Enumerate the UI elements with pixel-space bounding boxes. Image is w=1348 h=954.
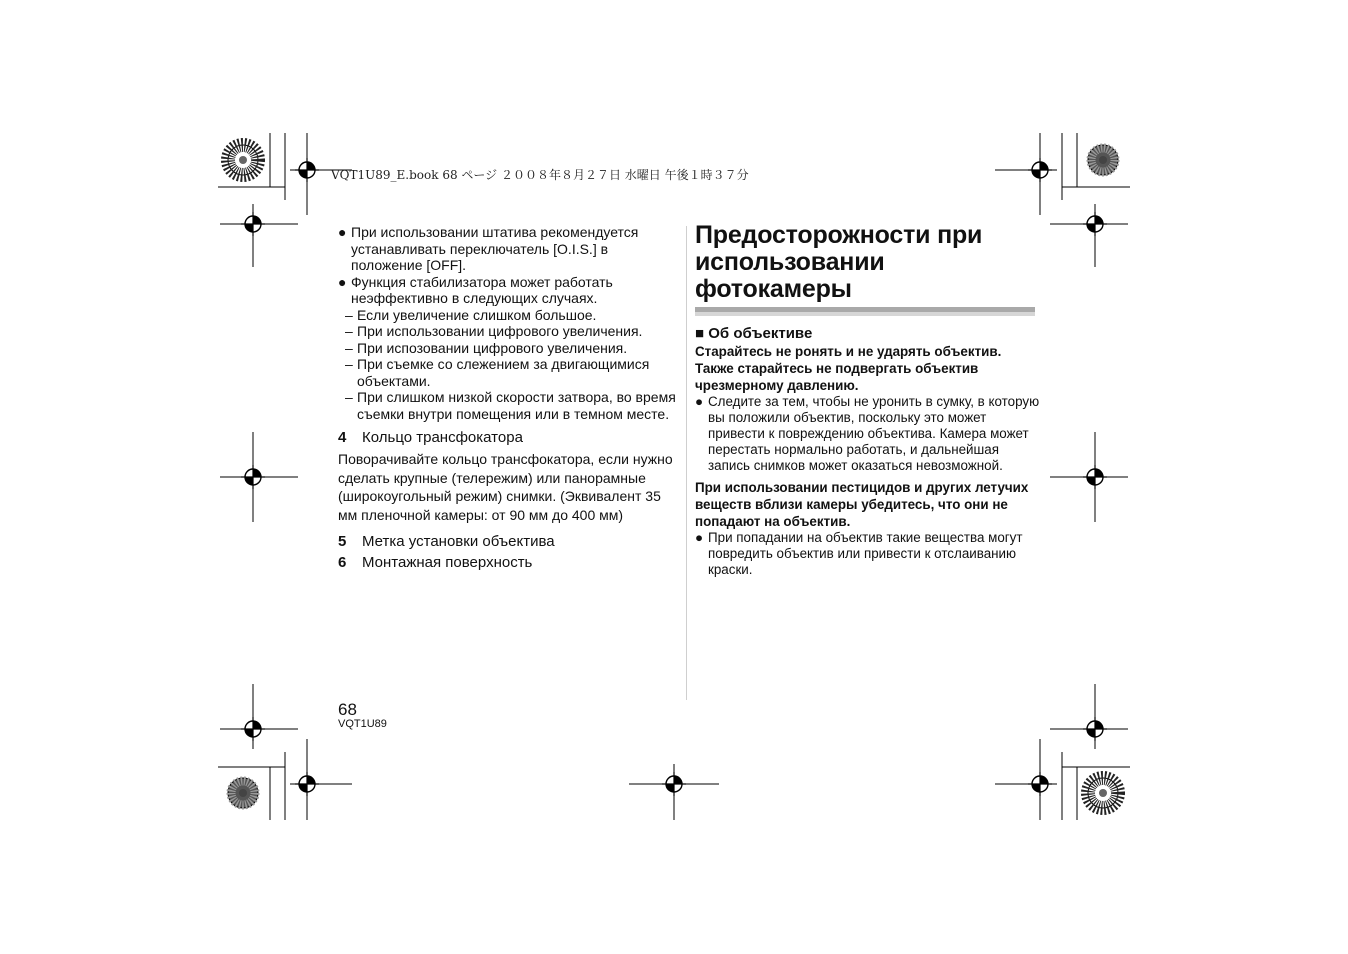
warning-text: Старайтесь не ронять и не ударять объектив. Также старайтесь не подвергать объектив чрезмерному давлению. <box>695 344 1002 393</box>
registration-star-icon <box>1088 145 1118 175</box>
page-title: Предосторожности при использовании фотокамеры <box>695 221 983 303</box>
column-divider <box>686 226 687 700</box>
left-column <box>338 224 678 573</box>
right-column <box>695 222 1040 578</box>
print-header: VQT1U89_E.book 68 ページ ２００８年８月２７日 水曜日 午後１時３７分 <box>331 168 749 182</box>
list-item: ● При попадании на объектив такие вещества могут повредить объектив или привести к отслаиванию краски. <box>695 530 1023 577</box>
list-item: – При съемке со слежением за двигающимися объектами. <box>345 356 650 389</box>
list-item: – При испозовании цифрового увеличения. <box>345 339 628 356</box>
bullet-icon: ● <box>338 224 347 240</box>
registration-star-icon <box>228 778 258 808</box>
bullet-icon: ● <box>338 273 347 290</box>
item-4-description: Поворачивайте кольцо трансфокатора, если нужно сделать крупные (телережим) или панорамные (широкоугольный режим) снимки. (Эквивалент 35 мм пленочной камеры: от 90 мм до 400 мм) <box>338 451 673 523</box>
numbered-item-6: 6 Монтажная поверхность <box>338 554 533 571</box>
list-item: ● Функция стабилизатора может работать неэффективно в следующих случаях. <box>338 273 613 306</box>
page-number: 68 <box>338 700 357 719</box>
list-item: ● При использовании штатива рекомендуется устанавливать переключатель [O.I.S.] в положение [OFF]. <box>338 224 639 273</box>
list-item: ● Следите за тем, чтобы не уронить в сумку, в которую вы положили объектив, поскольку это может привести к повреждению объектива. Камера может перестать нормально работать, и дальнейшая запись снимков может оказаться невозможной. <box>695 394 1040 473</box>
registration-star-icon <box>228 145 258 175</box>
list-item: – При использовании цифрового увеличения. <box>345 323 643 339</box>
registration-star-icon <box>1088 778 1118 808</box>
model-code: VQT1U89 <box>338 718 387 730</box>
bullet-icon: ● <box>695 530 704 545</box>
numbered-item-5: 5 Метка установки объектива <box>338 533 555 550</box>
square-bullet-icon: ■ <box>695 325 705 342</box>
list-item: – При слишком низкой скорости затвора, во время съемки внутри помещения или в темном месте. <box>345 389 676 422</box>
warning-text: При использовании пестицидов и других летучих веществ вблизи камеры убедитесь, что они не попадают на объектив. <box>695 480 1029 529</box>
title-underline <box>695 307 1035 316</box>
list-item: – Если увеличение слишком большое. <box>345 306 597 323</box>
bullet-icon: ● <box>695 394 704 409</box>
registration-mark-icon <box>295 158 319 182</box>
numbered-item-4: 4 Кольцо трансфокатора <box>338 429 523 446</box>
section-heading: ■ Об объективе <box>695 325 813 342</box>
